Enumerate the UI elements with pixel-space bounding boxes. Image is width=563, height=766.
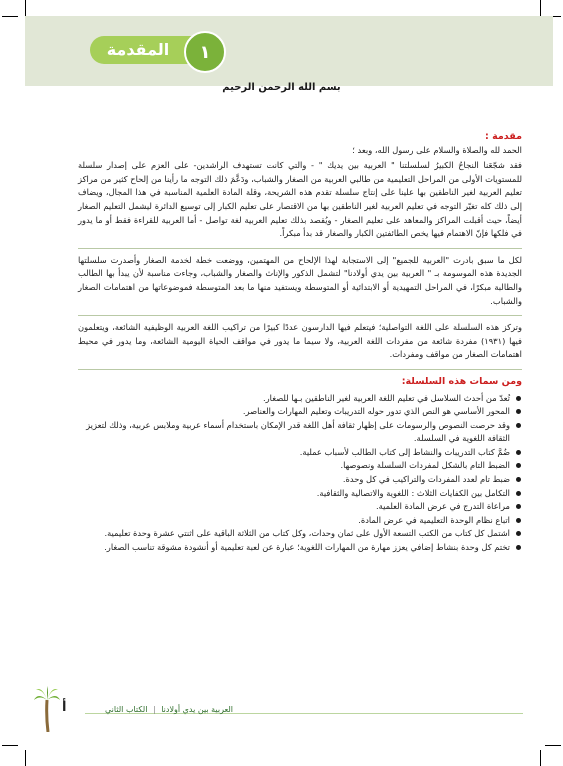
crop-mark xyxy=(540,0,541,16)
crop-mark xyxy=(545,745,561,746)
footer-separator: | xyxy=(152,705,156,714)
list-item: ضبط تام لعدد المفردات والتراكيب في كل وحدة. xyxy=(78,473,522,487)
divider xyxy=(78,248,522,249)
list-item: اشتمل كل كتاب من الكتب التسعة الأول على ثمان وحدات، وكل كتاب من الثلاثة الباقية على اثنتي عشرة وحدة تعليمية. xyxy=(78,527,522,541)
page-content xyxy=(78,130,522,555)
intro-paragraph: لكل ما سبق بادرت "العربية للجميع" إلى الاستجابة لهذا الإلحاح من المهتمين، ووضعت خطة لخدمة الصغار وأصدرت سلسلتها الجديدة هذه الموسومة بـ " العربية بين يدي أولادنا" لتشمل الذكور والإناث والصغار والشباب، وجاءت مناسبة لأن يبدأ بها الطالب والطالبة مبكرًا، في المراحل التمهيدية أو الابتدائية أو المتوسطة ويستفيد منها ما بعد المتوسطة فموضوعاتها من اهتمامات الصغار والشباب. xyxy=(78,254,522,306)
chapter-number-badge: ١ xyxy=(184,31,226,73)
list-item: الضبط التام بالشكل لمفردات السلسلة ونصوصها. xyxy=(78,459,522,473)
features-list xyxy=(78,392,522,555)
list-item: تختم كل وحدة بنشاط إضافي يعزز مهارة من المهارات اللغوية؛ عبارة عن لعبة تعليمية أو أنشودة مشوقة تناسب الصغار. xyxy=(78,541,522,555)
footer-book-title: الكتاب الثاني xyxy=(105,705,148,714)
list-item: التكامل بين الكفايات الثلاث : اللغوية والاتصالية والثقافية. xyxy=(78,487,522,501)
crop-mark xyxy=(2,16,18,17)
chapter-title: المقدمة xyxy=(106,40,170,59)
palm-tree-icon xyxy=(34,686,60,732)
list-item: مراعاة التدرج في عرض المادة العلمية. xyxy=(78,500,522,514)
intro-paragraph: فقد شجّعَنا النجاحُ الكبيرُ لسلسلتنا " العربية بين يديك " - والتي كانت تستهدف الراشدين- على العزم على إصدار سلسلة للمستويات الأولى من المراحل التعليمية من طالبي العربية من الصغار والشباب، ودَعَّمَ ذلك التوجه ما رأينا من إلحاح كثير من مراكز تعليم العربية لغير الناطقين بها علينا على إنتاج سلسلة تقدم هذه الشريحة، وقلة المادة العلمية المناسبة في هذا المجال، ويضاف إلى ذلك كله تغيّر التوجه في تعليم العربية لغير الناطقين بها من الاقتصار على تعليم الكبار إلى توسيع الدائرة ليشمل التعليم الصغار أيضاً، حيث أقبلت المراكز والمعاهد على تعليم الصغار - ويُقصد بذلك تعليم العربية لغة تواصل - أما العربية للقراءة فقط أو ما يدور في فلكها فإنّ الاهتمام فيها يخص الطائفتين الكبار والصغار قد بدأ مبكراً. xyxy=(78,160,522,239)
footer-series-title: العربية بين يدي أولادنا xyxy=(161,705,234,714)
divider xyxy=(78,369,522,370)
list-item: ضُمَّ كتاب التدريبات والنشاط إلى كتاب الطالب لأسباب عملية. xyxy=(78,446,522,460)
crop-mark xyxy=(25,750,26,766)
footer-series xyxy=(105,705,233,714)
page-number: أ xyxy=(62,700,67,715)
divider xyxy=(78,315,522,316)
list-item: تُعدّ من أحدث السلاسل في تعليم اللغة العربية لغير الناطقين بـها للصغار. xyxy=(78,392,522,406)
crop-mark xyxy=(25,0,26,16)
list-item: اتباع نظام الوحدة التعليمية في عرض المادة. xyxy=(78,514,522,528)
list-item: وقد حرصت النصوص والرسومات على إظهار ثقافة أهل اللغة قدر الإمكان باستخدام أسماء عربية وملابس عربية، وذلك لتعزيز الثقافة اللغوية في السلسلة. xyxy=(78,419,522,446)
intro-heading: مقدمة : xyxy=(485,131,522,142)
crop-mark xyxy=(540,750,541,766)
crop-mark xyxy=(2,745,18,746)
basmala: بسم الله الرحمن الرحيم xyxy=(222,82,341,93)
list-item: المحور الأساسي هو النص الذي تدور حوله التدريبات وتعليم المهارات والعناصر. xyxy=(78,405,522,419)
intro-paragraph: وتركز هذه السلسلة على اللغة التواصلية؛ فيتعلم فيها الدارسون عددًا كبيرًا من تراكيب اللغة العربية الوظيفية الشائعة، ويتعلمون فيها (١٩٣١) مفردة شائعة من مفردات اللغة العربية، ولا سيما ما يدور في مواقف الحياة اليومية الشائعة، وما يدور في محيط اهتمامات الصغار من مواقف ومفردات. xyxy=(78,322,522,360)
features-heading: ومن سمات هذه السلسلة: xyxy=(401,375,522,387)
intro-greeting: الحمد لله والصلاة والسلام على رسول الله، وبعد ؛ xyxy=(352,144,522,155)
